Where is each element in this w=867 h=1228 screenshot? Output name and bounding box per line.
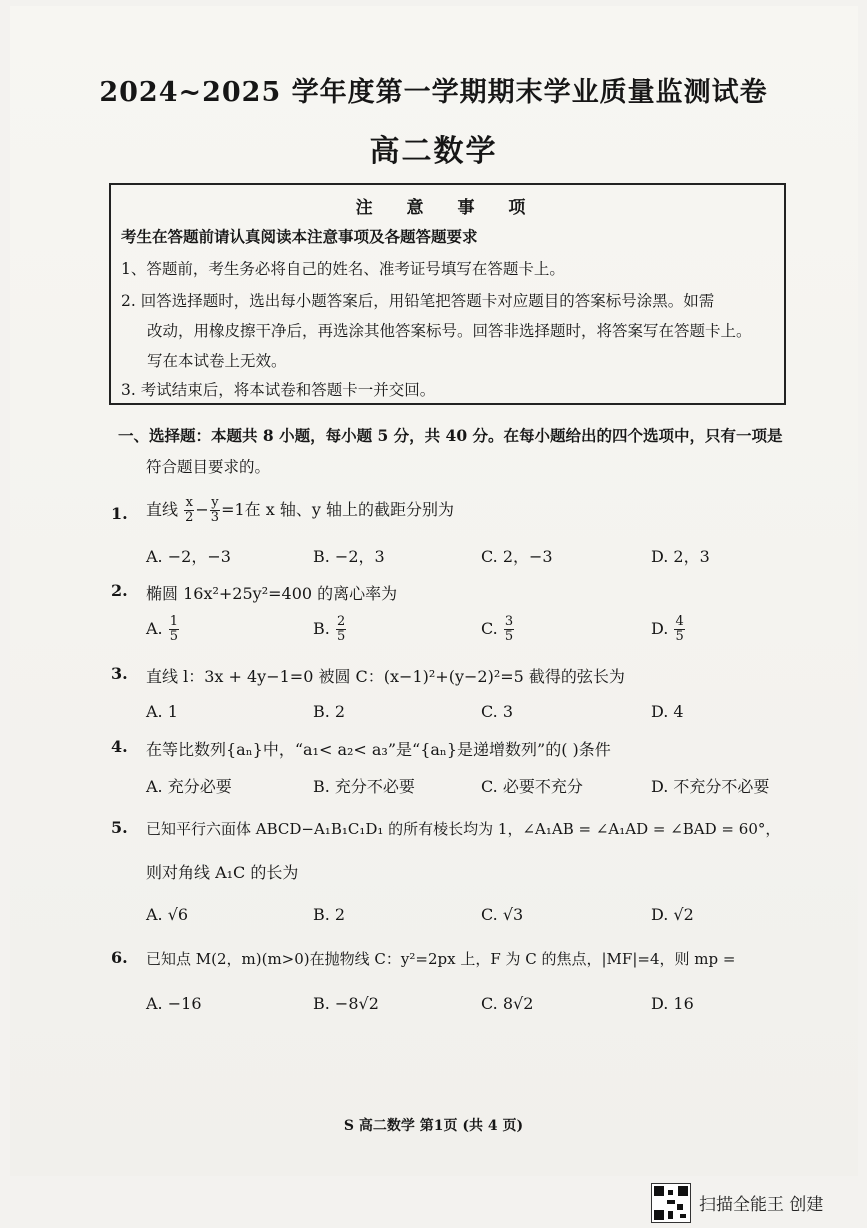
option-b: B. $\frac{2}{5}$ [313,614,346,644]
option-c: C. 必要不充分 [481,777,583,796]
option-b: B. 2 [313,702,346,721]
minus-sign: − [195,500,209,519]
exam-title: 2024~2025 学年度第一学期期末学业质量监测试卷 [99,77,768,108]
option-d: D. 不充分不必要 [651,777,770,796]
option-a: A. 1 [146,702,178,721]
q1-lead: 直线 [146,500,179,519]
question-number: 6. [111,948,128,967]
question-number: 1. [111,504,128,523]
page-footer: S 高二数学 第1页 (共 4 页) [343,1118,524,1134]
question-number: 2. [111,581,128,600]
option-d: D. √2 [651,905,694,924]
option-c: C. √3 [481,905,524,924]
question-3-text: 直线 l：3x + 4y−1=0 被圆 C：(x−1)²+(y−2)²=5 截得的弦长为 [146,667,625,686]
option-c: C. 2，−3 [481,547,553,566]
option-d: D. $\frac{4}{5}$ [651,614,684,644]
option-c: C. $\frac{3}{5}$ [481,614,514,644]
notice-item-2-end: 写在本试卷上无效。 [147,352,287,370]
question-1-text [146,496,454,525]
question-2-text: 椭圆 16x²+25y²=400 的离心率为 [146,584,398,603]
notice-intro: 考生在答题前请认真阅读本注意事项及各题答题要求 [121,227,478,246]
q1-tail: =1在 x 轴、y 轴上的截距分别为 [221,500,454,519]
option-a: A. √6 [146,905,189,924]
notice-item-2-cont: 改动，用橡皮擦干净后，再选涂其他答案标号。回答非选择题时，将答案写在答题卡上。 [147,322,752,340]
scanner-watermark: 扫描全能王 创建 [699,1195,824,1215]
subject-title: 高二数学 [369,134,498,169]
question-number: 3. [111,664,128,683]
exam-paper [10,6,858,1176]
question-number: 5. [111,818,128,837]
option-a: A. $\frac{1}{5}$ [146,614,179,644]
question-6-text: 已知点 M(2，m)(m>0)在抛物线 C：y²=2px 上，F 为 C 的焦点，|MF|=4，则 mp = [146,950,736,968]
notice-heading: 注 意 事 项 [355,198,540,218]
notice-item-1: 1、答题前，考生务必将自己的姓名、准考证号填写在答题卡上。 [121,260,565,278]
option-d: D. 2，3 [651,547,710,566]
option-c: C. 8√2 [481,994,534,1013]
section-heading: 一、选择题：本题共 8 小题，每小题 5 分，共 40 分。在每小题给出的四个选项中，只有一项是 [118,426,783,445]
notice-box [109,183,786,405]
question-number: 4. [111,737,128,756]
option-b: B. 2 [313,905,346,924]
notice-item-3: 3. 考试结束后，将本试卷和答题卡一并交回。 [121,381,436,399]
notice-item-2: 2. 回答选择题时，选出每小题答案后，用铅笔把答题卡对应题目的答案标号涂黑。如需 [121,292,715,310]
fraction: $\frac{y}{3}$ [210,495,220,525]
fraction: $\frac{x}{2}$ [185,495,194,525]
option-d: D. 16 [651,994,694,1013]
option-a: A. 充分必要 [146,777,232,796]
option-b: B. −8√2 [313,994,379,1013]
option-a: A. −16 [146,994,202,1013]
question-5-text-cont: 则对角线 A₁C 的长为 [146,863,299,882]
section-heading-cont: 符合题目要求的。 [146,458,271,476]
qr-code-icon [651,1183,691,1223]
option-a: A. −2，−3 [146,547,231,566]
question-4-text: 在等比数列{aₙ}中，“a₁< a₂< a₃”是“{aₙ}是递增数列”的( )条件 [146,740,611,759]
option-d: D. 4 [651,702,684,721]
option-c: C. 3 [481,702,514,721]
option-b: B. −2，3 [313,547,385,566]
option-b: B. 充分不必要 [313,777,415,796]
question-5-text: 已知平行六面体 ABCD−A₁B₁C₁D₁ 的所有棱长均为 1，∠A₁AB = ∠A₁AD = ∠BAD = 60°， [146,820,781,838]
